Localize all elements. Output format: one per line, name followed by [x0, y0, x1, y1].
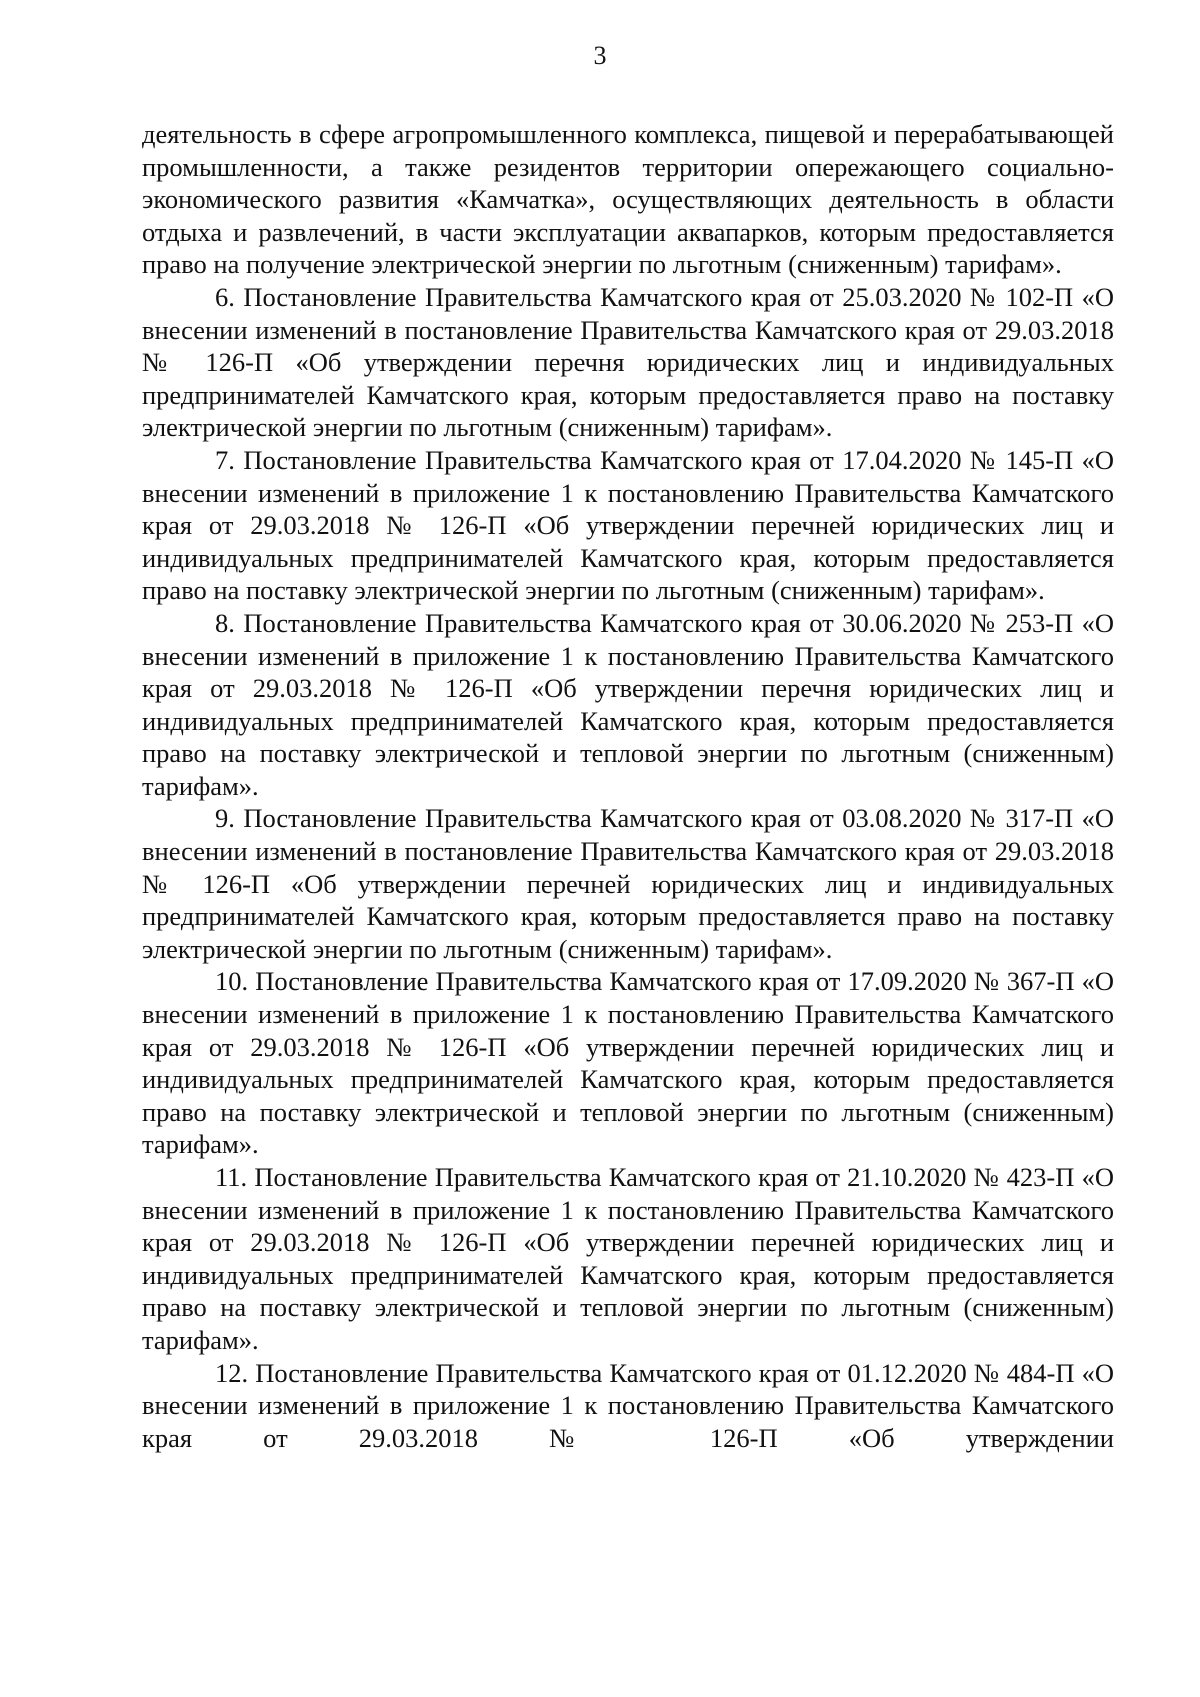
- document-body: [142, 118, 1114, 1454]
- list-item-7: 7. Постановление Правительства Камчатского края от 17.04.2020 № 145-П «О внесении изменений в приложение 1 к постановлению Правительства Камчатского края от 29.03.2018 № 126-П «Об утверждении перечней юридических лиц и индивидуальных предпринимателей Камчатского края, которым предоставляется право на поставку электрической энергии по льготным (сниженным) тарифам».: [142, 444, 1114, 606]
- list-item-9: 9. Постановление Правительства Камчатского края от 03.08.2020 № 317-П «О внесении изменений в постановление Правительства Камчатского края от 29.03.2018 № 126-П «Об утверждении перечней юридических лиц и индивидуальных предпринимателей Камчатского края, которым предоставляется право на поставку электрической энергии по льготным (сниженным) тарифам».: [142, 803, 1114, 964]
- paragraph-continuation: деятельность в сфере агропромышленного комплекса, пищевой и перерабатывающей промышленности, а также резидентов территории опережающего социально-экономического развития «Камчатка», осуществляющих деятельность в области отдыха и развлечений, в части эксплуатации аквапарков, которым предоставляется право на получение электрической энергии по льготным (сниженным) тарифам».: [142, 119, 1114, 280]
- list-item-8: 8. Постановление Правительства Камчатского края от 30.06.2020 № 253-П «О внесении изменений в приложение 1 к постановлению Правительства Камчатского края от 29.03.2018 № 126-П «Об утверждении перечня юридических лиц и индивидуальных предпринимателей Камчатского края, которым предоставляется право на поставку электрической и тепловой энергии по льготным (сниженным) тарифам».: [142, 607, 1114, 801]
- list-item-12: 12. Постановление Правительства Камчатского края от 01.12.2020 № 484-П «О внесении изменений в приложение 1 к постановлению Правительства Камчатского края от 29.03.2018 № 126-П «Об утверждении: [142, 1357, 1114, 1453]
- list-item-6: 6. Постановление Правительства Камчатского края от 25.03.2020 № 102-П «О внесении изменений в постановление Правительства Камчатского края от 29.03.2018 № 126-П «Об утверждении перечня юридических лиц и индивидуальных предпринимателей Камчатского края, которым предоставляется право на поставку электрической энергии по льготным (сниженным) тарифам».: [142, 281, 1114, 443]
- list-item-11: 11. Постановление Правительства Камчатского края от 21.10.2020 № 423-П «О внесении изменений в приложение 1 к постановлению Правительства Камчатского края от 29.03.2018 № 126-П «Об утверждении перечней юридических лиц и индивидуальных предпринимателей Камчатского края, которым предоставляется право на поставку электрической и тепловой энергии по льготным (сниженным) тарифам».: [142, 1162, 1114, 1355]
- list-item-10: 10. Постановление Правительства Камчатского края от 17.09.2020 № 367-П «О внесении изменений в приложение 1 к постановлению Правительства Камчатского края от 29.03.2018 № 126-П «Об утверждении перечней юридических лиц и индивидуальных предпринимателей Камчатского края, которым предоставляется право на поставку электрической и тепловой энергии по льготным (сниженным) тарифам».: [142, 966, 1114, 1160]
- page-number: 3: [593, 41, 607, 70]
